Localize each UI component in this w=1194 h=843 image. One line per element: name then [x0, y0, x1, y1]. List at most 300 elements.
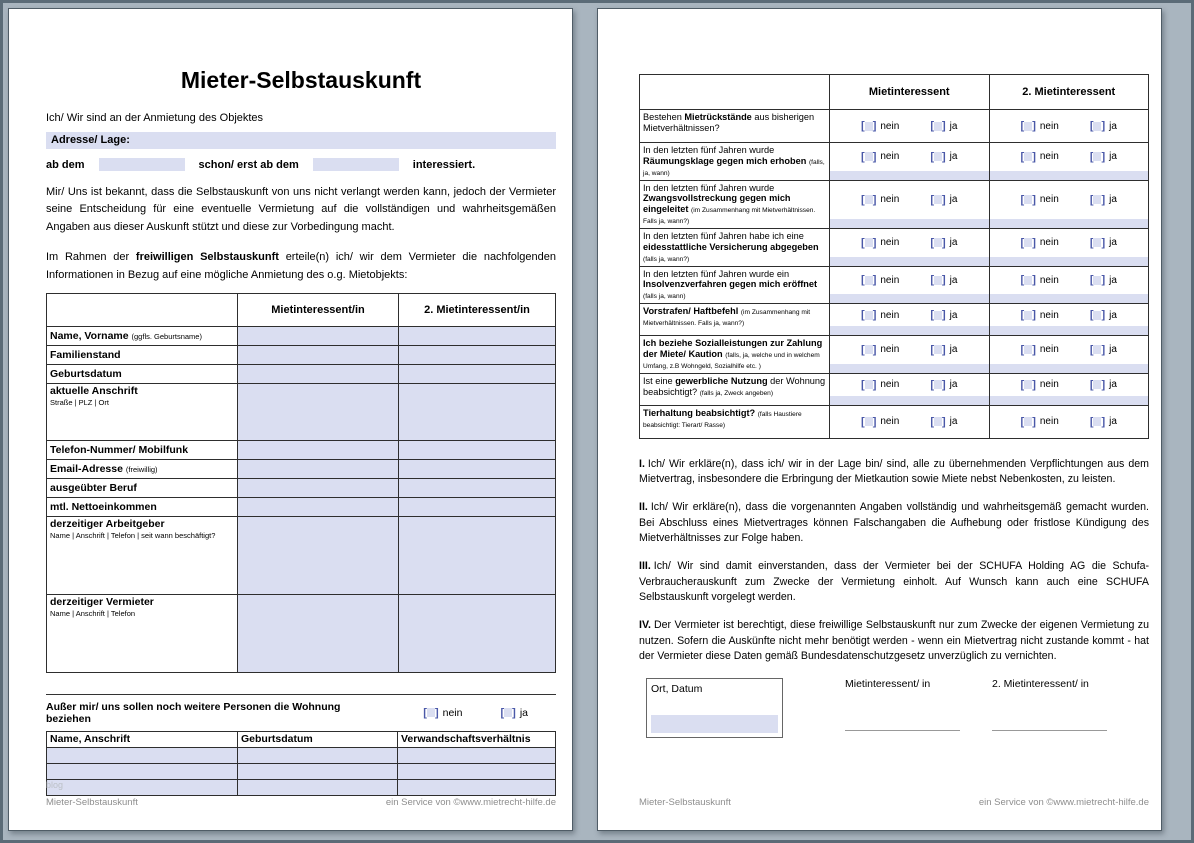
declaration-text: Ich/ Wir sind damit einverstanden, dass der Vermieter bei der SCHUFA Holding AG die Schufa-Verbraucherauskunft zum Zwecke der Vermietung einholt. Auf Wunsch kann auch eine SCHUFA Selbstauskunft vorgelegt werden. — [639, 560, 1149, 604]
input-cell[interactable] — [399, 440, 556, 459]
checkbox-label: nein — [880, 237, 900, 249]
checkbox-ja[interactable] — [930, 194, 957, 205]
page2-content — [639, 9, 1149, 830]
answer-area — [830, 143, 1148, 180]
checkbox-ja[interactable] — [1090, 121, 1117, 132]
row-label-cell — [47, 364, 238, 383]
additional-persons-table — [46, 731, 556, 796]
checkbox-label: nein — [1039, 274, 1059, 286]
checkbox-icon — [1021, 345, 1036, 355]
declaration-text: Ich/ Wir erkläre(n), dass ich/ wir in der Lage bin/ sind, alle zu übernehmenden Verpflichtungen aus dem Mietvertrag, insbesondere die Erbringung der Mietkaution sowie Miete nebst Nebenkosten, zu leisten. — [639, 457, 1149, 486]
declaration-2 — [639, 500, 1149, 547]
page2-footer — [639, 797, 1149, 808]
question-label — [640, 229, 830, 266]
table-row-vermieter — [47, 594, 556, 672]
checkbox-nein[interactable] — [861, 121, 899, 132]
checkbox-label: ja — [949, 237, 958, 249]
checkbox-label: ja — [949, 344, 958, 356]
row-note: (freiwillig) — [125, 464, 158, 474]
input-cell[interactable] — [238, 497, 399, 516]
checkbox-label: ja — [949, 194, 958, 206]
questions-header-row — [640, 75, 1148, 110]
small-table-row — [47, 747, 556, 763]
checkbox-icon — [1021, 195, 1036, 205]
question-row-gewerbliche-nutzung — [640, 374, 1148, 406]
input-cell[interactable] — [238, 440, 399, 459]
answer-cell — [830, 143, 989, 171]
checkbox-ja[interactable] — [1090, 237, 1117, 248]
checkbox-label: nein — [880, 379, 900, 391]
declaration-number: I. — [639, 457, 645, 470]
checkbox-label: nein — [1039, 416, 1059, 428]
question-row-raeumungsklage — [640, 143, 1148, 181]
row-label-cell — [47, 594, 238, 672]
row-note: Straße | PLZ | Ort — [50, 397, 109, 407]
signature-area — [639, 678, 1149, 738]
input-cell[interactable] — [238, 763, 398, 779]
para2-post: erteile(n) ich/ wir dem Vermieter die nachfolgenden Informationen in Bezug auf eine mögliche Anmietung des o.g. Mietobjekts: — [46, 251, 556, 281]
answer-cell — [830, 374, 989, 396]
input-cell[interactable] — [238, 516, 399, 594]
checkbox-label: nein — [442, 706, 463, 719]
row-label: Geburtsdatum — [50, 367, 122, 380]
q-bold: Insolvenzverfahren gegen mich eröffnet — [643, 279, 818, 290]
answer-cell — [830, 229, 989, 257]
q-pre: In den letzten fünf Jahren wurde — [643, 145, 775, 155]
q-bold: Räumungsklage gegen mich erhoben — [643, 155, 807, 166]
checkbox-icon — [1021, 152, 1036, 162]
answer-cell — [830, 304, 989, 326]
question-label — [640, 143, 830, 180]
checkbox-label: nein — [880, 344, 900, 356]
q-pre: In den letzten fünf Jahren wurde ein — [643, 268, 790, 279]
row-label: Email-Adresse — [50, 462, 123, 475]
answer-write-in — [830, 257, 1148, 266]
declaration-3 — [639, 559, 1149, 606]
answer-area — [830, 110, 1148, 142]
footer-service-link[interactable]: ein Service von ©www.mietrecht-hilfe.de — [978, 797, 1149, 808]
checkbox-icon — [930, 380, 945, 390]
checkbox-icon — [1090, 195, 1105, 205]
col-header-geburtsdatum: Geburtsdatum — [238, 731, 398, 747]
question-label — [640, 336, 830, 373]
para2-bold: freiwilligen Selbstauskunft — [135, 251, 279, 264]
write-in-field[interactable] — [830, 257, 989, 266]
checkbox-label: nein — [1039, 309, 1059, 321]
checkbox-icon — [1090, 417, 1105, 427]
input-cell[interactable] — [399, 345, 556, 364]
answer-write-in — [830, 396, 1148, 405]
checkbox-label: nein — [880, 120, 900, 132]
row-note: Name | Anschrift | Telefon | seit wann beschäftigt? — [50, 530, 216, 540]
input-cell[interactable] — [398, 779, 556, 795]
checkbox-icon — [861, 345, 876, 355]
checkbox-label: nein — [1039, 151, 1059, 163]
checkbox-ja[interactable] — [1090, 344, 1117, 355]
ort-datum-input[interactable] — [651, 715, 778, 733]
q-post: aus bisherigen Mietverhältnissen? — [643, 112, 815, 133]
checkbox-icon — [500, 708, 515, 718]
answer-cell — [989, 406, 1149, 438]
input-cell[interactable] — [399, 497, 556, 516]
signature-line-2[interactable] — [992, 690, 1107, 731]
row-label: Telefon-Nummer/ Mobilfunk — [50, 443, 189, 456]
form-page-1 — [8, 8, 573, 831]
date-from-input[interactable] — [99, 158, 185, 171]
checkbox-nein[interactable] — [1021, 310, 1059, 321]
answer-cell — [830, 336, 989, 364]
checkbox-ja[interactable] — [930, 379, 957, 390]
signature-line-1[interactable] — [845, 690, 960, 731]
table-row-telefon — [47, 440, 556, 459]
write-in-field[interactable] — [989, 294, 1149, 303]
col-header-verwandschaft: Verwandschaftsverhältnis — [398, 731, 556, 747]
input-cell[interactable] — [238, 345, 399, 364]
checkbox-nein[interactable] — [1021, 275, 1059, 286]
answer-cell — [989, 143, 1149, 171]
checkbox-ja[interactable] — [930, 344, 957, 355]
input-cell[interactable] — [238, 326, 399, 345]
checkbox-icon — [1090, 310, 1105, 320]
checkbox-icon — [930, 310, 945, 320]
checkbox-label: ja — [949, 151, 958, 163]
q-post: der Wohnung beabsichtigt? — [643, 375, 826, 397]
input-cell[interactable] — [399, 459, 556, 478]
row-label-cell — [47, 516, 238, 594]
checkbox-icon — [861, 152, 876, 162]
checkbox-ja[interactable] — [1090, 310, 1117, 321]
input-cell[interactable] — [47, 747, 238, 763]
q-pre: Ist eine — [643, 375, 676, 386]
write-in-field[interactable] — [989, 364, 1149, 373]
checkbox-icon — [930, 345, 945, 355]
checkbox-icon — [861, 417, 876, 427]
question-label — [640, 181, 830, 228]
checkbox-nein[interactable] — [1021, 379, 1059, 390]
footer-title: Mieter-Selbstauskunft — [639, 797, 731, 808]
question-row-mietrueckstaende — [640, 110, 1148, 143]
answer-write-in — [830, 171, 1148, 180]
checkbox-nein[interactable] — [423, 707, 462, 719]
input-cell[interactable] — [238, 747, 398, 763]
col-header-2-mietinteressent: 2. Mietinteressent/in — [399, 293, 556, 326]
answer-cell — [989, 229, 1149, 257]
checkbox-label: nein — [1039, 120, 1059, 132]
input-cell[interactable] — [238, 383, 399, 440]
write-in-field[interactable] — [989, 219, 1149, 228]
input-cell[interactable] — [399, 478, 556, 497]
checkbox-label: ja — [949, 309, 958, 321]
checkbox-nein[interactable] — [861, 194, 899, 205]
input-cell[interactable] — [399, 594, 556, 672]
checkbox-icon — [861, 195, 876, 205]
checkbox-icon — [1090, 238, 1105, 248]
checkbox-icon — [1021, 417, 1036, 427]
q-note: (im Zusammenhang mit Mietverhältnissen. Falls ja, wann?) — [643, 207, 816, 226]
small-table-row — [47, 763, 556, 779]
declaration-4 — [639, 618, 1149, 665]
checkbox-label: ja — [1109, 274, 1117, 286]
date-line — [46, 158, 556, 171]
checkbox-ja[interactable] — [1090, 275, 1117, 286]
checkbox-icon — [861, 380, 876, 390]
row-label-cell — [47, 345, 238, 364]
answer-area — [830, 336, 1148, 373]
answer-cell — [989, 181, 1149, 219]
checkbox-label: ja — [949, 120, 958, 132]
signature-col-1 — [845, 678, 960, 731]
write-in-field[interactable] — [830, 219, 989, 228]
table-row-arbeitgeber — [47, 516, 556, 594]
question-row-eidesstattliche-versicherung — [640, 229, 1148, 267]
answer-area — [830, 406, 1148, 438]
checkbox-label: nein — [880, 151, 900, 163]
checkbox-label: nein — [1039, 379, 1059, 391]
checkbox-icon — [930, 195, 945, 205]
declaration-number: IV. — [639, 619, 651, 632]
question-row-tierhaltung — [640, 406, 1148, 438]
row-label: aktuelle Anschrift — [50, 384, 138, 397]
checkbox-label: ja — [1109, 344, 1117, 356]
checkbox-label: ja — [1109, 151, 1117, 163]
answer-cell — [830, 267, 989, 295]
checkbox-icon — [1090, 152, 1105, 162]
checkbox-icon — [1021, 310, 1036, 320]
checkbox-ja[interactable] — [1090, 379, 1117, 390]
input-cell[interactable] — [398, 763, 556, 779]
page1-footer — [46, 797, 556, 808]
watermark: blog — [46, 780, 64, 790]
intro-line: Ich/ Wir sind an der Anmietung des Objektes — [46, 112, 264, 124]
q-note: (falls ja, wann) — [643, 293, 686, 301]
write-in-field[interactable] — [989, 326, 1149, 335]
checkbox-ja[interactable] — [930, 275, 957, 286]
table-corner-cell — [47, 293, 238, 326]
checkbox-label: ja — [1109, 416, 1117, 428]
q-bold: Zwangsvollstreckung gegen mich eingeleitet — [643, 193, 791, 215]
input-cell[interactable] — [47, 779, 238, 795]
write-in-field[interactable] — [989, 257, 1149, 266]
checkbox-label: ja — [1109, 237, 1117, 249]
row-label: Familienstand — [50, 348, 121, 361]
checkbox-icon — [930, 275, 945, 285]
answer-cell — [830, 110, 989, 142]
checkbox-icon — [930, 121, 945, 131]
q-note: (falls ja, wann?) — [643, 255, 690, 263]
input-cell[interactable] — [238, 594, 399, 672]
ab-dem-label: ab dem — [46, 158, 85, 171]
checkbox-ja[interactable] — [1090, 151, 1117, 162]
checkbox-nein[interactable] — [1021, 121, 1059, 132]
input-cell[interactable] — [398, 747, 556, 763]
question-label — [640, 304, 830, 335]
input-cell[interactable] — [399, 364, 556, 383]
question-label — [640, 374, 830, 405]
checkbox-nein[interactable] — [861, 275, 899, 286]
checkbox-icon — [1090, 275, 1105, 285]
table-corner-cell — [640, 75, 830, 109]
question-row-vorstrafen — [640, 304, 1148, 336]
questions-table — [639, 74, 1149, 439]
checkbox-icon — [1021, 238, 1036, 248]
checkbox-nein[interactable] — [861, 379, 899, 390]
checkbox-icon — [1021, 380, 1036, 390]
row-label-cell — [47, 326, 238, 345]
checkbox-ja[interactable] — [500, 707, 528, 719]
col-header-mietinteressent: Mietinteressent/in — [238, 293, 399, 326]
checkbox-ja[interactable] — [930, 416, 957, 427]
answer-area — [830, 267, 1148, 304]
input-cell[interactable] — [399, 326, 556, 345]
page-title: Mieter-Selbstauskunft — [180, 67, 422, 93]
input-cell[interactable] — [238, 779, 398, 795]
paragraph-disclaimer: Mir/ Uns ist bekannt, dass die Selbstauskunft von uns nicht verlangt werden kann, jedoch der Vermieter seine Entscheidung für eine eventuelle Vermietung auf die vollständigen und wahrheitsgemäßen Angaben aus dieser Auskunft stützt und diese zur Vorbedingung macht. — [46, 186, 556, 233]
col-header-name-anschrift: Name, Anschrift — [47, 731, 238, 747]
answer-area — [830, 304, 1148, 335]
checkbox-ja[interactable] — [1090, 194, 1117, 205]
q-note: (falls ja, Zweck angeben) — [699, 389, 774, 397]
row-label: mtl. Nettoeinkommen — [50, 500, 157, 513]
checkbox-nein[interactable] — [861, 344, 899, 355]
write-in-field[interactable] — [830, 396, 989, 405]
address-label: Adresse/ Lage: — [51, 134, 130, 146]
checkbox-icon — [1090, 121, 1105, 131]
question-label — [640, 110, 830, 142]
checkbox-label: ja — [1109, 379, 1117, 391]
table-row-familienstand — [47, 345, 556, 364]
additional-persons-label: Außer mir/ uns sollen noch weitere Personen die Wohnung beziehen — [46, 700, 341, 725]
answer-area — [830, 181, 1148, 228]
checkbox-label: nein — [1039, 194, 1059, 206]
address-field[interactable] — [46, 132, 556, 149]
checkbox-nein[interactable] — [861, 151, 899, 162]
answer-write-in — [830, 219, 1148, 228]
table-row-geburtsdatum — [47, 364, 556, 383]
declaration-1 — [639, 457, 1149, 488]
row-note: (ggfls. Geburtsname) — [131, 331, 202, 341]
checkbox-ja[interactable] — [930, 151, 957, 162]
checkbox-nein[interactable] — [1021, 151, 1059, 162]
checkbox-nein[interactable] — [1021, 416, 1059, 427]
answer-cell — [989, 267, 1149, 295]
checkbox-label: ja — [519, 706, 528, 719]
checkbox-label: ja — [1109, 309, 1117, 321]
row-label-cell — [47, 440, 238, 459]
footer-title: Mieter-Selbstauskunft — [46, 797, 138, 808]
row-label: derzeitiger Vermieter — [50, 595, 154, 608]
input-cell[interactable] — [399, 383, 556, 440]
write-in-field[interactable] — [830, 326, 989, 335]
table-row-name — [47, 326, 556, 345]
para2-pre: Im Rahmen der — [46, 251, 136, 264]
checkbox-icon — [861, 310, 876, 320]
checkbox-label: ja — [949, 416, 958, 428]
q-bold: gewerbliche Nutzung — [675, 375, 768, 386]
question-label — [640, 267, 830, 304]
declaration-number: II. — [639, 501, 648, 514]
declaration-number: III. — [639, 560, 651, 573]
checkbox-nein[interactable] — [1021, 344, 1059, 355]
row-label: ausgeübter Beruf — [50, 481, 137, 494]
checkbox-nein[interactable] — [1021, 237, 1059, 248]
input-cell[interactable] — [238, 478, 399, 497]
checkbox-icon — [1090, 345, 1105, 355]
table-row-nettoeinkommen — [47, 497, 556, 516]
input-cell[interactable] — [238, 459, 399, 478]
checkbox-icon — [930, 417, 945, 427]
q-bold: Tierhaltung beabsichtigt? — [643, 407, 756, 418]
q-note: (im Zusammenhang mit Mietverhältnissen. Falls ja, wann?) — [643, 309, 811, 328]
q-pre: In den letzten fünf Jahren habe ich eine — [643, 231, 804, 242]
small-table-row — [47, 779, 556, 795]
footer-service-link[interactable]: ein Service von ©www.mietrecht-hilfe.de — [385, 797, 556, 808]
page1-content — [46, 9, 556, 830]
additional-persons-line — [46, 694, 556, 725]
q-bold: Ich beziehe Sozialleistungen zur Zahlung der Miete/ Kaution — [643, 338, 823, 360]
checkbox-label: ja — [1109, 120, 1117, 132]
col-header-mietinteressent: Mietinteressent — [868, 86, 950, 98]
write-in-field[interactable] — [830, 364, 989, 373]
checkbox-label: nein — [880, 309, 900, 321]
checkbox-label: ja — [949, 274, 958, 286]
answer-cell — [989, 336, 1149, 364]
signature-label-2: 2. Mietinteressent/ in — [992, 678, 1089, 691]
answer-write-in — [830, 294, 1148, 303]
answer-cell — [830, 181, 989, 219]
date-alt-input[interactable] — [313, 158, 399, 171]
write-in-field[interactable] — [830, 294, 989, 303]
row-label-cell — [47, 497, 238, 516]
paragraph-freiwillig — [46, 249, 556, 284]
checkbox-label: nein — [880, 274, 900, 286]
write-in-field[interactable] — [830, 171, 989, 180]
input-cell[interactable] — [399, 516, 556, 594]
checkbox-label: nein — [1039, 344, 1059, 356]
q-pre: Bestehen — [643, 112, 685, 122]
row-note: Name | Anschrift | Telefon — [50, 608, 136, 618]
checkbox-ja[interactable] — [930, 121, 957, 132]
small-table-header-row — [47, 731, 556, 747]
answer-cell — [989, 110, 1149, 142]
col-header-2-mietinteressent: 2. Mietinteressent — [989, 75, 1149, 109]
checkbox-icon — [861, 275, 876, 285]
input-cell[interactable] — [47, 763, 238, 779]
table-header-row — [47, 293, 556, 326]
checkbox-nein[interactable] — [861, 237, 899, 248]
row-label: Name, Vorname — [50, 329, 129, 342]
write-in-field[interactable] — [989, 171, 1149, 180]
checkbox-ja[interactable] — [1090, 416, 1117, 427]
answer-area — [830, 374, 1148, 405]
checkbox-ja[interactable] — [930, 310, 957, 321]
answer-write-in — [830, 326, 1148, 335]
answer-area — [830, 229, 1148, 266]
schon-erst-label: schon/ erst ab dem — [198, 158, 299, 171]
checkbox-nein[interactable] — [1021, 194, 1059, 205]
form-page-2 — [597, 8, 1162, 831]
signature-label-1: Mietinteressent/ in — [845, 678, 931, 691]
q-bold: Vorstrafen/ Haftbefehl — [643, 306, 739, 317]
checkbox-label: nein — [880, 416, 900, 428]
write-in-field[interactable] — [989, 396, 1149, 405]
checkbox-nein[interactable] — [861, 416, 899, 427]
checkbox-ja[interactable] — [930, 237, 957, 248]
answer-cell — [989, 374, 1149, 396]
checkbox-nein[interactable] — [861, 310, 899, 321]
checkbox-label: nein — [880, 194, 900, 206]
q-note: (falls Haustiere beabsichtigt: Tierart/ Rasse) — [643, 410, 802, 429]
input-cell[interactable] — [238, 364, 399, 383]
